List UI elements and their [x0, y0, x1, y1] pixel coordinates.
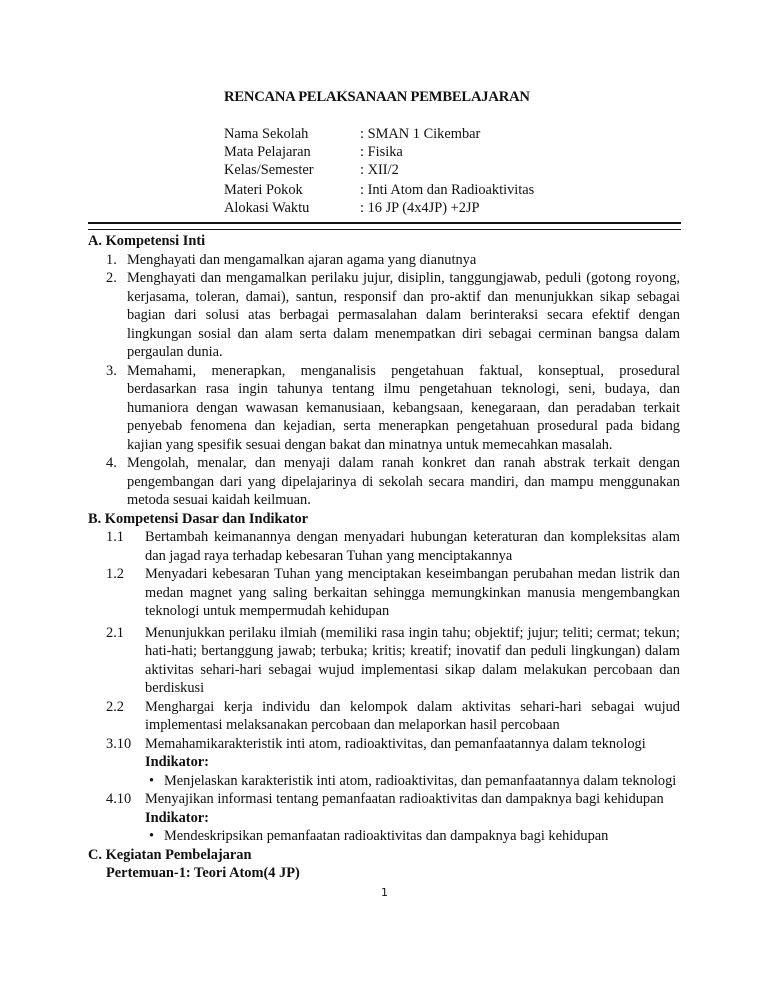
section-a-heading: A. Kompetensi Inti: [88, 233, 206, 249]
meta-label: Kelas/Semester: [224, 162, 314, 178]
list-item: [106, 362, 680, 455]
meta-row: [224, 125, 534, 143]
list-item: [106, 251, 680, 270]
item-number: 4.10: [106, 791, 132, 807]
meeting-subheading: Pertemuan-1: Teori Atom(4 JP): [106, 865, 300, 881]
meta-value: : Fisika: [360, 144, 403, 160]
indicator-label: Indikator:: [145, 754, 209, 770]
item-number: 3.: [106, 362, 117, 379]
list-item: [106, 698, 680, 735]
meta-value: : Inti Atom dan Radioaktivitas: [360, 182, 535, 198]
meta-label: Mata Pelajaran: [224, 144, 311, 160]
indicator-bullet: [149, 827, 680, 846]
bullet-icon: •: [149, 772, 155, 789]
item-text: Memahami, menerapkan, menganalisis pengetahuan faktual, konseptual, prosedural berdasarkan rasa ingin tahunya tentang ilmu pengetahuan teknologi, seni, budaya, dan humaniora dengan wawasan kemanusiaan, kebangsaan, kenegaraan, dan peradaban terkait penyebab fenomena dan kejadian, serta menerapkan pengetahuan prosedural pada bidang kajian yang spesifik sesuai dengan bakat dan minatnya untuk memecahkan masalah.: [127, 362, 680, 453]
item-number: 2.1: [106, 624, 124, 641]
list-item: [106, 565, 680, 621]
meta-row: [224, 143, 534, 161]
indicator-bullet: [149, 772, 680, 791]
item-text: Menghayati dan mengamalkan perilaku jujur, disiplin, tanggungjawab, peduli (gotong royong, kerjasama, toleran, damai), santun, responsif dan pro-aktif dan menunjukkan sikap sebagai bagian dari solusi atas berbagai permasalahan dalam berinteraksi secara efektif dengan lingkungan sosial dan alam serta dalam menempatkan diri sebagai cerminan bangsa dalam pergaulan dunia.: [127, 270, 680, 360]
item-number: 1.2: [106, 566, 124, 582]
double-rule-divider: [88, 222, 681, 230]
item-number: 1.1: [106, 529, 124, 545]
identity-table: [224, 125, 534, 217]
meta-label: Nama Sekolah: [224, 126, 309, 142]
item-body: [145, 735, 680, 791]
item-text: Menyadari kebesaran Tuhan yang menciptakan keseimbangan perubahan medan listrik dan medan magnet yang saling berkaitan sehingga memungkinkan manusia mengembangkan teknologi untuk mempermudah kehidupan: [145, 566, 680, 619]
indicator-label: Indikator:: [145, 809, 209, 826]
list-item: [106, 454, 680, 510]
section-b-heading: B. Kompetensi Dasar dan Indikator: [88, 510, 309, 527]
item-text: Mengolah, menalar, dan menyaji dalam ranah konkret dan ranah abstrak terkait dengan pengembangan dari yang dipelajarinya di sekolah secara mandiri, dan mampu menggunakan metoda sesuai kaidah keilmuan.: [127, 455, 680, 508]
list-item: [106, 269, 680, 362]
item-text: Menunjukkan perilaku ilmiah (memiliki rasa ingin tahu; objektif; jujur; teliti; cermat; tekun; hati-hati; bertanggung jawab; terbuka; kritis; kreatif; inovatif dan peduli lingkungan) dalam aktivitas sehari-hari sebagai wujud implementasi sikap dalam melakukan percobaan dan berdiskusi: [145, 624, 680, 696]
item-number: 3.10: [106, 735, 132, 752]
item-body: [145, 790, 680, 846]
section-c-heading: C. Kegiatan Pembelajaran: [88, 846, 252, 863]
bullet-icon: •: [149, 828, 155, 844]
document-body: [88, 232, 680, 883]
item-text: Menyajikan informasi tentang pemanfaatan radioaktivitas dan dampaknya bagi kehidupan: [145, 791, 664, 807]
list-item: [106, 790, 680, 846]
item-text: Memahamikarakteristik inti atom, radioaktivitas, dan pemanfaatannya dalam teknologi: [145, 735, 646, 752]
list-item: [106, 735, 680, 791]
page-number: 1: [381, 886, 388, 899]
meta-label: Alokasi Waktu: [224, 200, 310, 216]
item-number: 4.: [106, 455, 117, 471]
item-text: Bertambah keimanannya dengan menyadari hubungan keteraturan dan kompleksitas alam dan jagad raya terhadap kebesaran Tuhan yang menciptakannya: [145, 529, 680, 564]
meta-value: : XII/2: [360, 162, 399, 178]
meta-row: [224, 199, 534, 217]
item-number: 1.: [106, 251, 117, 268]
meta-row: [224, 161, 534, 179]
item-number: 2.: [106, 270, 117, 286]
meta-label: Materi Pokok: [224, 182, 303, 198]
item-text: Menghargai kerja individu dan kelompok dalam aktivitas sehari-hari sebagai wujud implementasi melaksanakan percobaan dan melaporkan hasil percobaan: [145, 698, 680, 733]
item-text: Menghayati dan mengamalkan ajaran agama yang dianutnya: [127, 251, 477, 268]
list-item: [106, 624, 680, 698]
item-number: 2.2: [106, 698, 124, 715]
meta-value: : 16 JP (4x4JP) +2JP: [360, 200, 480, 216]
list-item: [106, 528, 680, 565]
document-title: RENCANA PELAKSANAAN PEMBELAJARAN: [224, 89, 530, 105]
indicator-text: Menjelaskan karakteristik inti atom, radioaktivitas, dan pemanfaatannya dalam teknologi: [164, 772, 677, 789]
meta-value: : SMAN 1 Cikembar: [360, 126, 481, 142]
meta-row: [224, 181, 534, 199]
indicator-text: Mendeskripsikan pemanfaatan radioaktivitas dan dampaknya bagi kehidupan: [164, 828, 609, 844]
